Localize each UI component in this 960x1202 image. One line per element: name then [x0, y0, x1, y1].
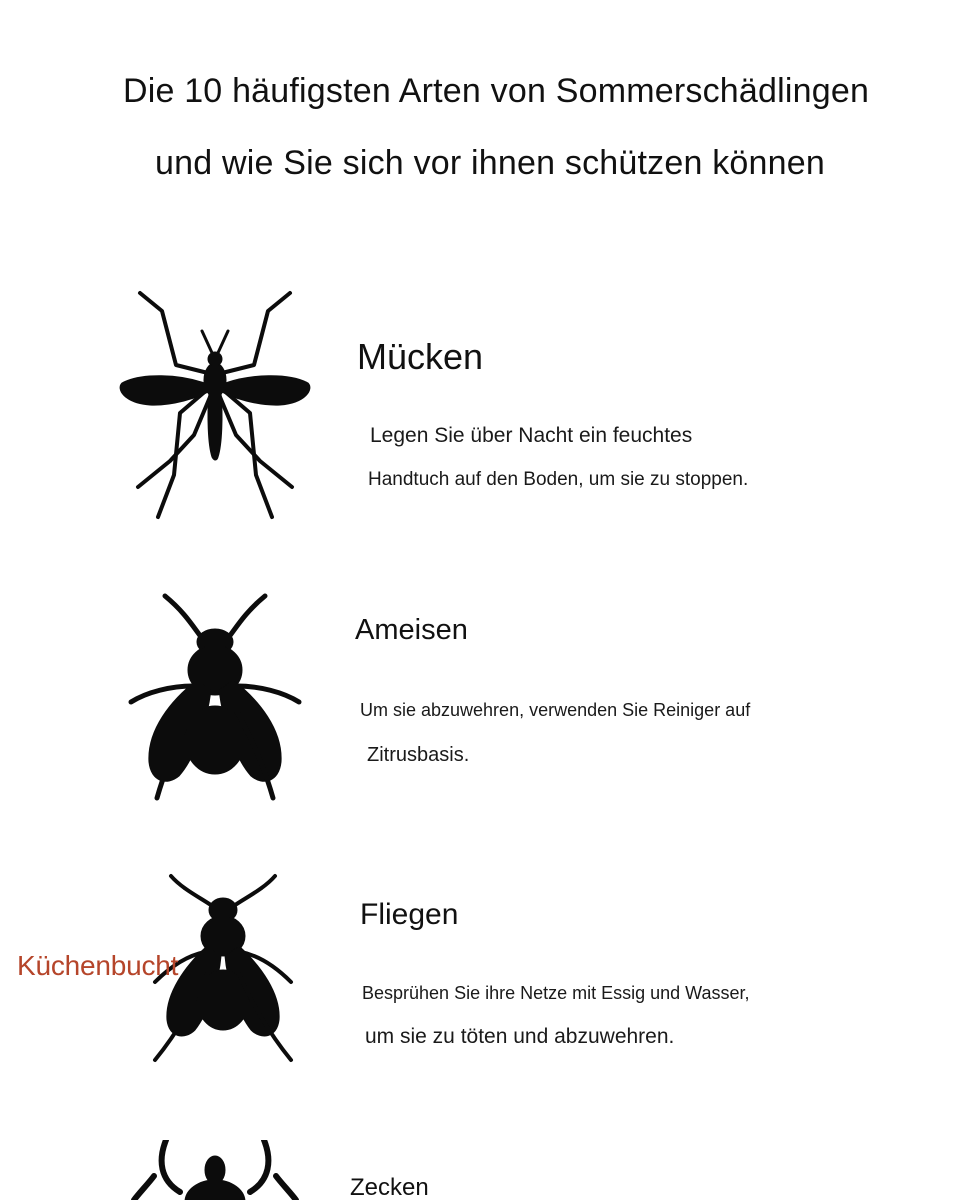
tick-icon [130, 1140, 300, 1200]
pest-tip-fliegen-line2: um sie zu töten und abzuwehren. [365, 1025, 675, 1048]
pest-name-fliegen: Fliegen [360, 898, 459, 931]
pest-tip-muecken-line1: Legen Sie über Nacht ein feuchtes [370, 424, 693, 447]
watermark: Küchenbucht [17, 950, 179, 981]
pest-tip-muecken-line2: Handtuch auf den Boden, um sie zu stoppen. [368, 469, 749, 490]
page-title: Die 10 häufigsten Arten von Sommerschädlingen [122, 72, 870, 110]
pest-name-ameisen: Ameisen [355, 614, 468, 646]
fly-icon [125, 590, 305, 805]
page-subtitle: und wie Sie sich vor ihnen schützen können [155, 144, 825, 182]
pest-tip-ameisen-line2: Zitrusbasis. [367, 744, 470, 766]
mosquito-icon [110, 285, 320, 525]
pest-name-muecken: Mücken [357, 336, 484, 377]
pest-tip-ameisen-line1: Um sie abzuwehren, verwenden Sie Reiniger auf [360, 700, 751, 720]
pest-name-zecken: Zecken [350, 1174, 429, 1201]
pest-tip-fliegen-line1: Besprühen Sie ihre Netze mit Essig und Wasser, [362, 983, 750, 1003]
